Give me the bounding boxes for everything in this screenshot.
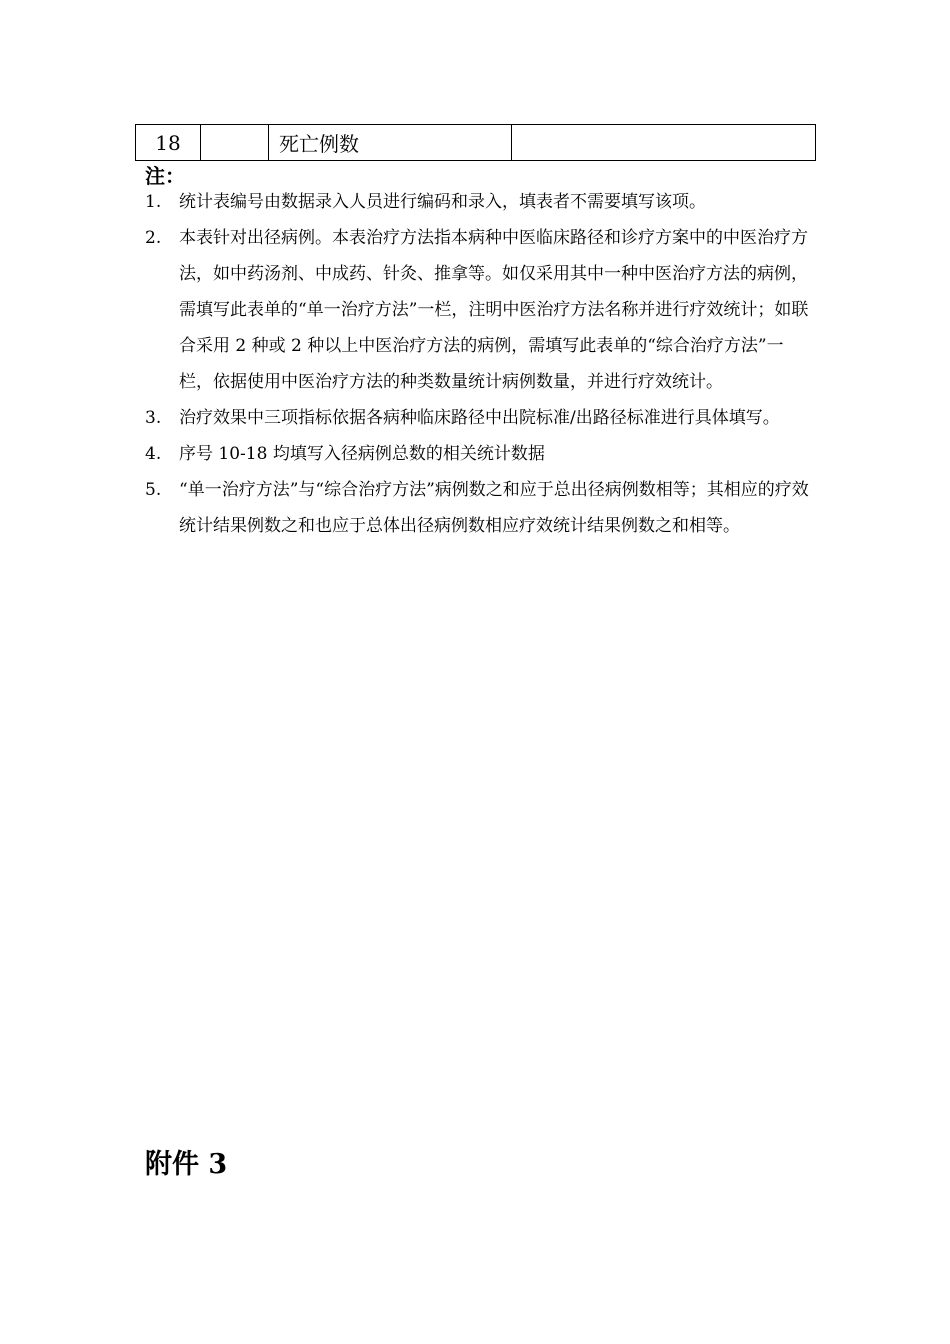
value-cell bbox=[512, 125, 816, 161]
note-text: “单一治疗方法”与“综合治疗方法”病例数之和应于总出径病例数相等；其相应的疗效统计结果例数之和也应于总体出径病例数相应疗效统计结果例数之和相等。 bbox=[179, 480, 809, 536]
notes-list bbox=[145, 184, 813, 544]
annex-heading: 附件 3 bbox=[145, 1149, 228, 1180]
note-number: 2. bbox=[145, 228, 162, 248]
note-number: 1. bbox=[145, 192, 162, 212]
code-cell bbox=[201, 125, 269, 161]
table-row bbox=[136, 125, 816, 161]
row-number-cell: 18 bbox=[136, 125, 201, 161]
note-text: 统计表编号由数据录入人员进行编码和录入，填表者不需要填写该项。 bbox=[179, 192, 706, 212]
notes-title: 注： bbox=[145, 164, 185, 188]
note-number: 3. bbox=[145, 408, 162, 428]
note-text: 治疗效果中三项指标依据各病种临床路径中出院标准/出路径标准进行具体填写。 bbox=[179, 408, 780, 428]
note-item bbox=[145, 400, 813, 436]
statistics-table bbox=[135, 124, 816, 161]
item-name-cell: 死亡例数 bbox=[269, 125, 512, 161]
note-item bbox=[145, 184, 813, 220]
note-text: 序号 10-18 均填写入径病例总数的相关统计数据 bbox=[179, 444, 545, 464]
note-number: 5. bbox=[145, 480, 162, 500]
note-item bbox=[145, 472, 813, 544]
note-item bbox=[145, 436, 813, 472]
note-item bbox=[145, 220, 813, 400]
note-text: 本表针对出径病例。本表治疗方法指本病种中医临床路径和诊疗方案中的中医治疗方法，如中药汤剂、中成药、针灸、推拿等。如仅采用其中一种中医治疗方法的病例，需填写此表单的“单一治疗方法”一栏，注明中医治疗方法名称并进行疗效统计；如联合采用 2 种或 2 种以上中医治疗方法的病例，需填写此表单的“综合治疗方法”一栏，依据使用中医治疗方法的种类数量统计病例数量，并进行疗效统计。 bbox=[179, 228, 809, 392]
note-number: 4. bbox=[145, 444, 162, 464]
